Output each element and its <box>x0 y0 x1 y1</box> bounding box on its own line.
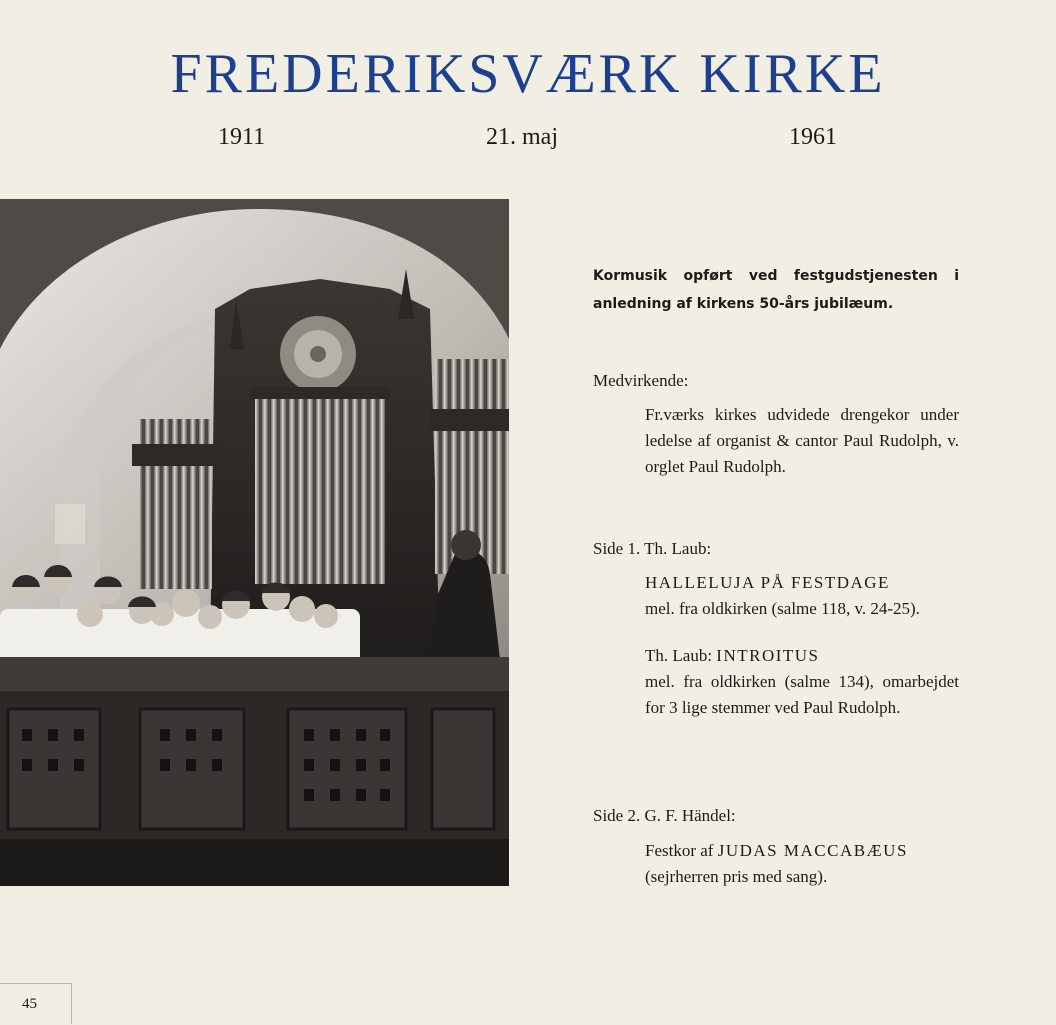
side1-track1-title: HALLELUJA PÅ FESTDAGE <box>645 573 890 592</box>
page-number: 45 <box>0 983 72 1024</box>
side2-track <box>645 838 959 890</box>
page-title: FREDERIKSVÆRK KIRKE <box>170 43 886 105</box>
side2-track-heading <box>645 838 959 864</box>
side2-track-note: (sejrherren pris med sang). <box>645 867 828 886</box>
side1-label: Side 1. Th. Laub: <box>593 539 712 558</box>
side1-track2-composer: Th. Laub: <box>645 646 717 665</box>
participants-label: Medvirkende: <box>593 371 689 390</box>
participants-text: Fr.værks kirkes udvidede drengekor under ledelse af organist & cantor Paul Rudolph, v. orglet Paul Rudolph. <box>645 405 959 476</box>
side1-track1 <box>645 570 959 622</box>
side2-label: Side 2. G. F. Händel: <box>593 806 736 825</box>
side1-track1-note: mel. fra oldkirken (salme 118, v. 24-25). <box>645 599 920 618</box>
year-jubilee: 1961 <box>789 124 837 150</box>
side2-track-title: JUDAS MACCABÆUS <box>717 841 908 860</box>
side2-track-prefix: Festkor af <box>645 841 718 860</box>
side1-track2 <box>645 643 959 721</box>
side1-track2-title: INTROITUS <box>716 646 820 665</box>
side1-track2-note: mel. fra oldkirken (salme 134), omarbejdet for 3 lige stemmer ved Paul Rudolph. <box>645 672 959 717</box>
year-founded: 1911 <box>218 124 266 150</box>
record-intro: Kormusik opført ved festgudstjenesten i anledning af kirkens 50-års jubilæum. <box>593 268 959 312</box>
side1-track2-heading <box>645 643 959 669</box>
jubilee-date: 21. maj <box>486 124 558 150</box>
choir-and-organ-photo <box>0 199 509 886</box>
